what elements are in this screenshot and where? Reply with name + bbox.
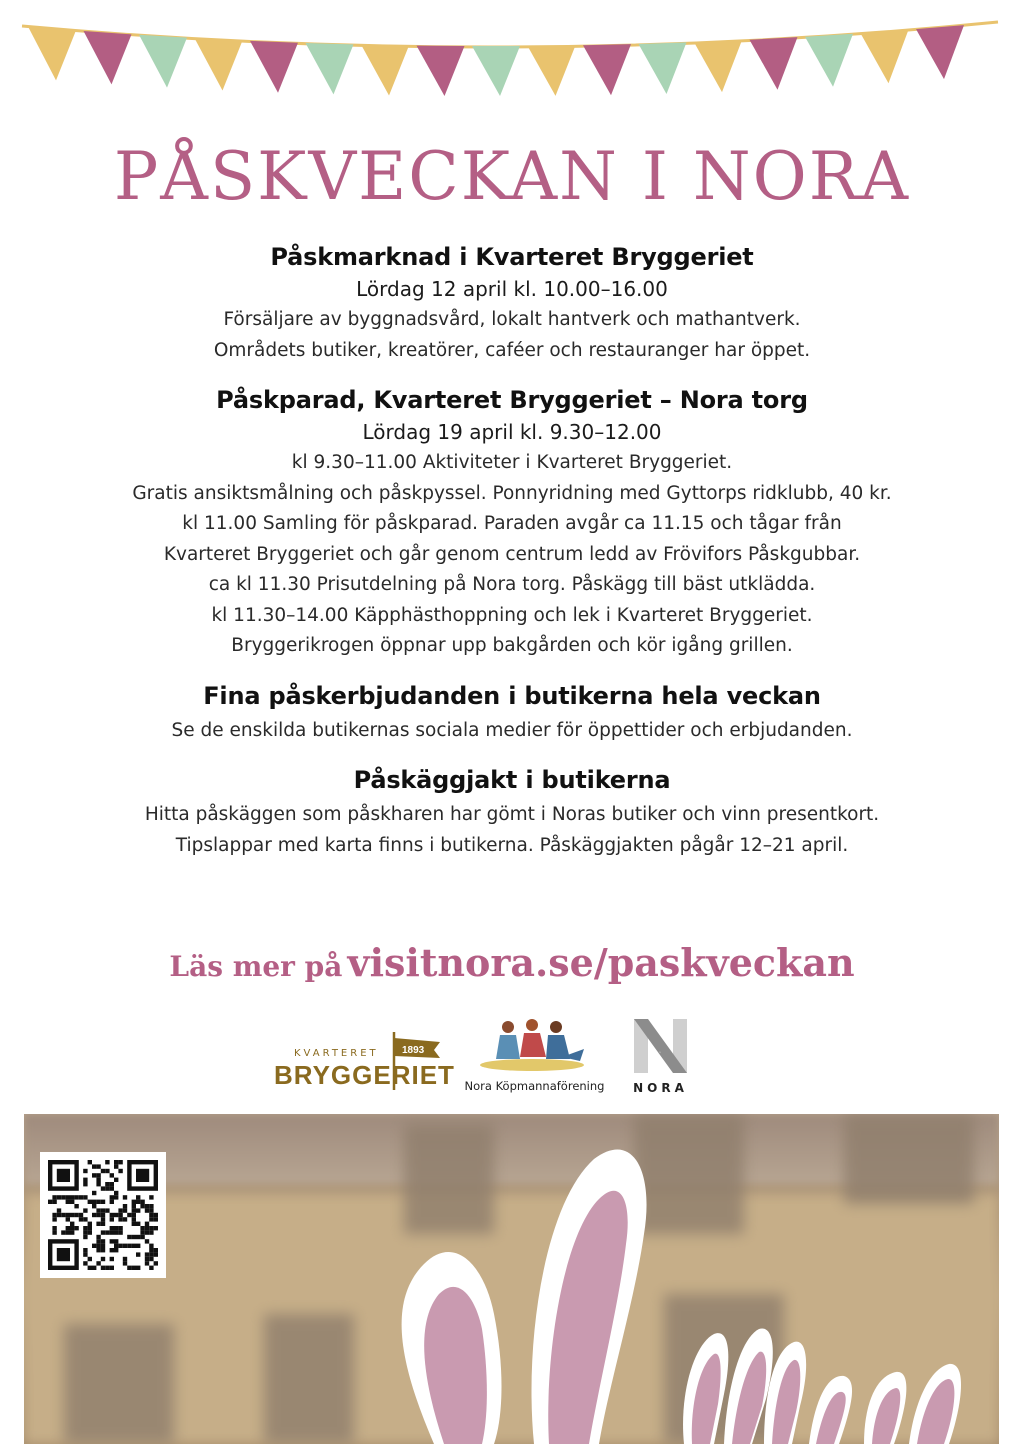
event-section-parade bbox=[60, 386, 964, 662]
event-line: Bryggerikrogen öppnar upp bakgården och kör igång grillen. bbox=[231, 635, 793, 656]
event-date: Lördag 12 april kl. 10.00–16.00 bbox=[356, 277, 668, 301]
logo-big-text: BRYGGERIET bbox=[274, 1060, 455, 1090]
read-more-prefix: Läs mer på bbox=[169, 950, 343, 983]
bunny-ear-left bbox=[402, 1252, 502, 1444]
event-line: Områdets butiker, kreatörer, caféer och restauranger har öppet. bbox=[213, 339, 811, 361]
read-more bbox=[0, 940, 1024, 985]
event-heading: Påskparad, Kvarteret Bryggeriet – Nora torg bbox=[216, 386, 808, 414]
event-heading: Fina påskerbjudanden i butikerna hela veckan bbox=[203, 681, 821, 710]
logo-word: NORA bbox=[633, 1081, 688, 1095]
logo-year: 1893 bbox=[402, 1045, 425, 1056]
bunny-ear-right bbox=[532, 1149, 647, 1444]
event-line: kl 11.00 Samling för påskparad. Paraden avgår ca 11.15 och tågar från bbox=[182, 513, 842, 534]
logo-kvarteret-bryggeriet bbox=[272, 1030, 455, 1095]
event-section-offers bbox=[60, 682, 964, 747]
page-title: PÅSKVECKAN I NORA bbox=[113, 138, 911, 215]
bunting-flag bbox=[750, 37, 798, 90]
event-date: Lördag 19 april kl. 9.30–12.00 bbox=[362, 420, 662, 444]
event-line: Försäljare av byggnadsvård, lokalt hantverk och mathantverk. bbox=[223, 309, 801, 330]
event-section-market bbox=[60, 243, 964, 366]
bunting-flag bbox=[472, 46, 520, 96]
logo-small-text: KVARTERET bbox=[294, 1048, 379, 1059]
bunting-flag bbox=[805, 34, 853, 87]
event-line: Tipslappar med karta finns i butikerna. Påskäggjakten pågår 12–21 april. bbox=[175, 834, 849, 856]
sponsor-logos bbox=[0, 1015, 1024, 1100]
event-line: Gratis ansiktsmålning och påskpyssel. Ponnyridning med Gyttorps ridklubb, 40 kr. bbox=[132, 482, 892, 504]
bunting-flag bbox=[417, 46, 465, 96]
bunting-flag bbox=[361, 45, 409, 96]
event-heading: Påskmarknad i Kvarteret Bryggeriet bbox=[270, 243, 754, 271]
nora-letter: N bbox=[659, 1052, 661, 1054]
event-heading: Påskäggjakt i butikerna bbox=[353, 766, 671, 794]
event-section-egg-hunt bbox=[60, 766, 964, 861]
event-line: kl 11.30–14.00 Käpphästhoppning och lek i Kvarteret Bryggeriet. bbox=[211, 604, 813, 626]
bunting-flag bbox=[861, 30, 909, 84]
event-line: kl 9.30–11.00 Aktiviteter i Kvarteret Bryggeriet. bbox=[291, 452, 733, 473]
event-list bbox=[60, 243, 964, 881]
bunting-flag bbox=[139, 35, 187, 88]
bunting-flag bbox=[250, 41, 298, 93]
small-bunny-ears-1 bbox=[683, 1329, 773, 1444]
logo-nora-kopmannaforening bbox=[462, 1015, 607, 1100]
bunting-flag bbox=[528, 45, 576, 96]
bunny-photo bbox=[24, 1114, 999, 1444]
bunting-flag bbox=[306, 43, 354, 94]
logo-caption: Nora Köpmannaförening bbox=[464, 1079, 605, 1093]
small-bunny-ears-2 bbox=[764, 1342, 852, 1444]
bunny-ears-illustration bbox=[24, 1114, 999, 1444]
logo-nora bbox=[628, 1015, 693, 1100]
bunting-flag bbox=[639, 42, 687, 94]
event-line: ca kl 11.30 Prisutdelning på Nora torg. Påskägg till bäst utklädda. bbox=[208, 574, 816, 595]
bunting-flag bbox=[195, 38, 243, 90]
dancers-icon bbox=[462, 1015, 607, 1077]
bunting-flag bbox=[583, 44, 631, 95]
bunting-flag bbox=[694, 40, 742, 92]
event-line: Kvarteret Bryggeriet och går genom centrum ledd av Frövifors Påskgubbar. bbox=[163, 543, 861, 565]
bunting-flag bbox=[84, 31, 132, 84]
small-bunny-ears-3 bbox=[864, 1364, 961, 1444]
read-more-link[interactable]: visitnora.se/paskveckan bbox=[347, 940, 855, 985]
nora-n-icon bbox=[628, 1015, 693, 1077]
bunting-flag bbox=[28, 27, 76, 81]
event-line: Se de enskilda butikernas sociala medier för öppettider och erbjudanden. bbox=[171, 719, 853, 741]
bunting-flags bbox=[0, 0, 1024, 120]
event-line: Hitta påskäggen som påskharen har gömt i Noras butiker och vinn presentkort. bbox=[144, 804, 880, 825]
bunting-flag bbox=[916, 25, 964, 79]
